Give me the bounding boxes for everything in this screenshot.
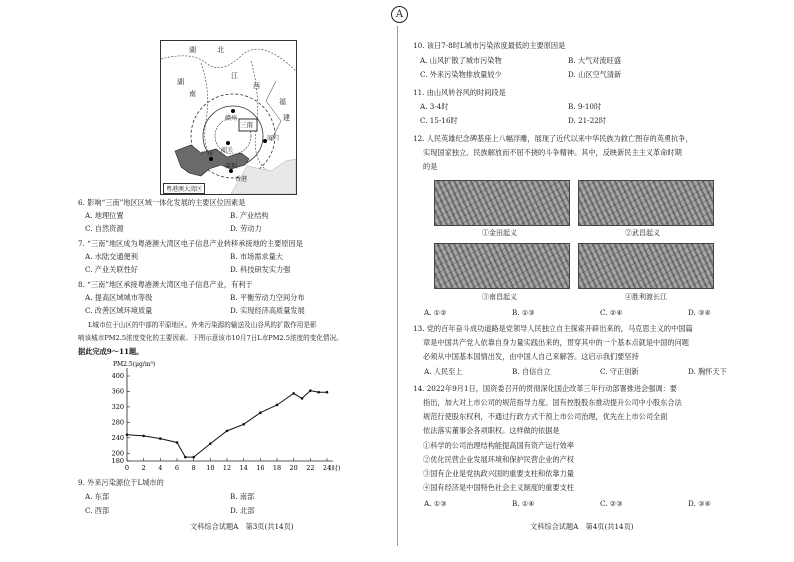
q8-option-b: B. 平衡劳动力空间分布 [230, 293, 305, 302]
page-divider [397, 26, 398, 546]
q7-stem: 7. “三南”地区成为粤港澳大湾区电子信息产业转移承接地的主要原因是 [78, 239, 303, 248]
q14-option-d: D. ③④ [688, 499, 711, 508]
relief-photo-4 [578, 243, 714, 289]
q13-stem-line-3: 必须从中国基本国情出发，由中国人自己来解答。这启示我们要坚持 [423, 352, 639, 361]
pm25-data-point [209, 442, 212, 445]
y-tick-label: 180 [111, 457, 124, 465]
q13-option-d: D. 胸怀天下 [688, 367, 727, 376]
q11-option-c: C. 15-16时 [420, 116, 458, 125]
pm25-data-point [226, 430, 229, 433]
q11-option-b: B. 9-10时 [568, 102, 602, 111]
q11-option-d: D. 21-22时 [568, 116, 606, 125]
x-tick-label: 24 [322, 464, 332, 472]
q12-stem-line-1: 12. 人民英雄纪念碑基座上八幅浮雕，展现了近代以来中华民族为救亡图存的英勇抗争， [413, 134, 693, 143]
y-axis-label: PM2.5(μg/m³) [113, 361, 156, 368]
q12-option-a: A. ①② [424, 308, 447, 317]
pm25-data-point [317, 391, 320, 394]
q14-option-c: C. ②③ [600, 499, 623, 508]
q10-option-b: B. 大气对流旺盛 [568, 56, 621, 65]
q13-option-b: B. 自信自立 [512, 367, 551, 376]
q9-option-b: B. 南部 [230, 492, 255, 501]
map-label-shenzhen: 深圳 [225, 163, 238, 170]
region-map [160, 40, 297, 195]
pm25-line-chart [95, 358, 355, 478]
q7-option-c: C. 产业关联性好 [85, 265, 138, 274]
map-label-hu1: 湖 [189, 46, 196, 54]
q14-option-a: A. ①③ [424, 499, 447, 508]
q13-option-a: A. 人民至上 [424, 367, 463, 376]
q6-option-d: D. 劳动力 [230, 224, 262, 233]
q14-item-4: ④国有经济是中国特色社会主义制度的重要支柱 [423, 483, 574, 492]
q8-option-d: D. 实现经济高质量发展 [230, 306, 305, 315]
x-tick-label: 8 [191, 464, 196, 472]
q12-option-d: D. ③④ [688, 308, 711, 317]
pm25-data-point [309, 389, 312, 392]
relief-caption-4: ④胜利渡长江 [625, 293, 667, 301]
q6-option-b: B. 产业结构 [230, 211, 269, 220]
pm25-data-point [184, 456, 187, 459]
relief-caption-2: ②武昌起义 [625, 229, 660, 237]
relief-caption-1: ①金田起义 [482, 229, 517, 237]
q14-item-3: ③国有企业是党执政兴国的重要支柱和依靠力量 [423, 469, 574, 478]
q12-stem-line-3: 的是 [423, 162, 438, 171]
map-label-guangzhou: 广州 [201, 151, 214, 158]
pm25-data-point [326, 391, 329, 394]
q9-option-a: A. 东部 [85, 492, 110, 501]
q10-option-c: C. 外来污染物排放量较少 [420, 70, 502, 79]
q6-option-c: C. 自然资源 [85, 224, 124, 233]
q12-option-b: B. ①③ [512, 308, 535, 317]
q7-option-b: B. 市场需求量大 [230, 252, 283, 261]
q12-option-c: C. ②④ [600, 308, 623, 317]
map-label-bei: 北 [217, 46, 224, 54]
y-tick-label: 320 [111, 402, 124, 411]
q10-stem: 10. 该日7-8时L城市污染浓度最低的主要原因是 [413, 41, 566, 50]
y-tick-label: 200 [111, 449, 124, 458]
pm25-data-point [176, 441, 179, 444]
map-label-fu: 福 [279, 98, 286, 106]
x-tick-label: 0 [124, 464, 130, 472]
pm25-data-point [301, 397, 304, 400]
q8-option-a: A. 提高区域城市等级 [85, 293, 153, 302]
relief-photo-3 [434, 243, 570, 289]
q13-stem-line-1: 13. 党的百年奋斗成功道路是党领导人民独立自主探索开辟出来的，马克思主义的中国篇 [413, 324, 693, 333]
y-tick-label: 360 [111, 387, 124, 396]
pm25-data-point [276, 404, 279, 407]
y-tick-label: 400 [111, 372, 124, 380]
passage-line-2: 响该城市PM2.5浓度变化的主要因素。下图示意该市10月7日L市PM2.5浓度的变化情况。 [78, 334, 343, 342]
q9-stem: 9. 外来污染源位于L城市的 [78, 478, 164, 487]
q7-option-d: D. 科技研发实力强 [230, 265, 291, 274]
map-label-xianggang: 香港 [235, 176, 248, 183]
x-tick-label: 10 [206, 464, 215, 472]
y-tick-label: 240 [111, 433, 124, 442]
x-tick-label: 6 [174, 464, 180, 472]
map-caption: 粤港澳大湾区 [163, 183, 205, 194]
pm25-data-point [292, 392, 295, 395]
x-tick-label: 2 [141, 464, 146, 472]
y-tick-label: 280 [111, 418, 124, 427]
map-label-xiamen: 厦门 [267, 135, 280, 142]
q14-item-1: ①科学的公司治理结构能提高国有资产运行效率 [423, 441, 574, 450]
q6-stem: 6. 影响“三南”地区区域一体化发展的主要区位因素是 [78, 198, 246, 207]
map-label-xi: 西 [253, 82, 260, 90]
pm25-data-point [192, 456, 195, 459]
q8-stem: 8. “三南”地区承接粤港澳大湾区电子信息产业，有利于 [78, 280, 253, 289]
q14-stem-line-2: 指出，加大对上市公司的规范指导力度。国有控股股东推动提升公司中小股东合法 [423, 398, 682, 407]
q11-stem: 11. 由山风转谷风的时间段是 [413, 88, 506, 97]
q14-item-2: ②优化民营企业发展环境和保护民营企业的产权 [423, 455, 574, 464]
map-label-shaoguan: 韶关 [221, 147, 234, 154]
map-label-ganzhou: 赣州 [225, 115, 238, 122]
map-label-jian: 建 [283, 114, 290, 122]
left-page-footer: 文科综合试题A 第3页(共14页) [190, 522, 294, 531]
q10-option-d: D. 山区空气清新 [568, 70, 622, 79]
passage-line-1: L城市位于山区的中部的平原地区。外来污染源的输送及山谷风的扩散作用是影 [88, 321, 317, 329]
pm25-series-line [127, 391, 327, 457]
x-tick-label: 12 [222, 464, 232, 472]
pm25-data-point [126, 433, 129, 436]
q6-option-a: A. 地理位置 [85, 211, 124, 220]
q7-option-a: A. 水陆交通便利 [85, 252, 138, 261]
map-label-nan: 南 [189, 90, 196, 98]
map-label-jiang: 江 [231, 72, 238, 80]
q11-option-a: A. 3-4时 [420, 102, 449, 111]
q14-stem-line-3: 规范行使股东权利，不通过行政方式干预上市公司治理，优先在上市公司全面 [423, 412, 668, 421]
q13-option-c: C. 守正创新 [600, 367, 639, 376]
x-tick-label: 18 [272, 464, 282, 472]
x-tick-label: 14 [239, 464, 248, 472]
x-tick-label: 4 [158, 464, 163, 472]
map-label-sannan: 三南 [240, 121, 253, 129]
x-axis-label: (时) [329, 464, 341, 472]
relief-photo-1 [434, 180, 570, 226]
q12-stem-line-2: 实现国家独立、民族解放而不屈不挠的斗争精神。其中，反映新民主主义革命时期 [423, 148, 682, 157]
q13-stem-line-2: 章是中国共产党人依靠自身力量实践出来的，贯穿其中的一个基本点就是中国的问题 [423, 338, 689, 347]
pm25-data-point [242, 423, 245, 426]
q14-stem-line-1: 14. 2022年9月1日，国资委召开的贯彻深化国企改革三年行动部署推进会强调：要 [413, 384, 677, 393]
x-tick-label: 20 [289, 464, 298, 472]
pm25-data-point [142, 435, 145, 438]
x-tick-label: 16 [256, 464, 265, 472]
relief-caption-3: ③南昌起义 [482, 293, 517, 301]
right-page-footer: 文科综合试题A 第4页(共14页) [530, 522, 634, 531]
passage-line-3: 据此完成9～11题。 [78, 347, 144, 356]
version-mark: A [391, 6, 408, 23]
relief-photo-2 [578, 180, 714, 226]
q9-option-c: C. 西部 [85, 506, 110, 515]
q9-option-d: D. 北部 [230, 506, 255, 515]
q14-stem-line-4: 依法落实董事会各项职权。这样做的依据是 [423, 426, 560, 435]
q8-option-c: C. 改善区域环境质量 [85, 306, 153, 315]
pm25-data-point [259, 411, 262, 414]
x-tick-label: 22 [306, 464, 315, 472]
q10-option-a: A. 山风扩散了城市污染物 [420, 56, 502, 65]
pm25-data-point [159, 437, 162, 440]
map-label-hu2: 湖 [177, 78, 184, 86]
q14-option-b: B. ①④ [512, 499, 535, 508]
